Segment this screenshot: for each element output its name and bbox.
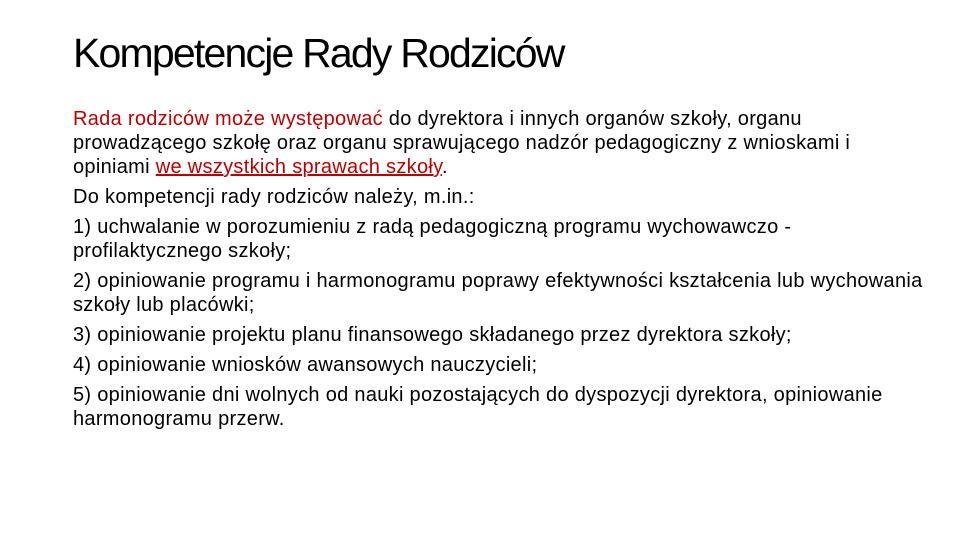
competency-item-4: 4) opiniowanie wniosków awansowych nauczycieli; bbox=[73, 354, 538, 376]
slide-title: Kompetencje Rady Rodziców bbox=[73, 30, 564, 76]
intro-paragraph bbox=[73, 107, 923, 179]
competency-item-2: 2) opiniowanie programu i harmonogramu poprawy efektywności kształcenia lub wychowania szkoły lub placówki; bbox=[73, 270, 923, 316]
intro-text: do dyrektora i innych organów szkoły, organu prowadzącego szkołę oraz organu sprawującego nadzór pedagogiczny z wnioskami i opiniami bbox=[73, 108, 851, 178]
slide-content bbox=[73, 107, 923, 437]
competency-item-5: 5) opiniowanie dni wolnych od nauki pozostających do dyspozycji dyrektora, opiniowanie harmonogramu przerw. bbox=[73, 384, 883, 430]
intro-underlined-text: we wszystkich sprawach szkoły bbox=[155, 156, 442, 178]
competencies-heading: Do kompetencji rady rodziców należy, m.in.: bbox=[73, 186, 475, 208]
intro-end: . bbox=[441, 156, 448, 178]
competency-item-3: 3) opiniowanie projektu planu finansowego składanego przez dyrektora szkoły; bbox=[73, 324, 792, 346]
competency-item-1: 1) uchwalanie w porozumieniu z radą pedagogiczną programu wychowawczo -profilaktycznego szkoły; bbox=[73, 216, 792, 262]
intro-red-text: Rada rodziców może występować bbox=[73, 108, 383, 130]
